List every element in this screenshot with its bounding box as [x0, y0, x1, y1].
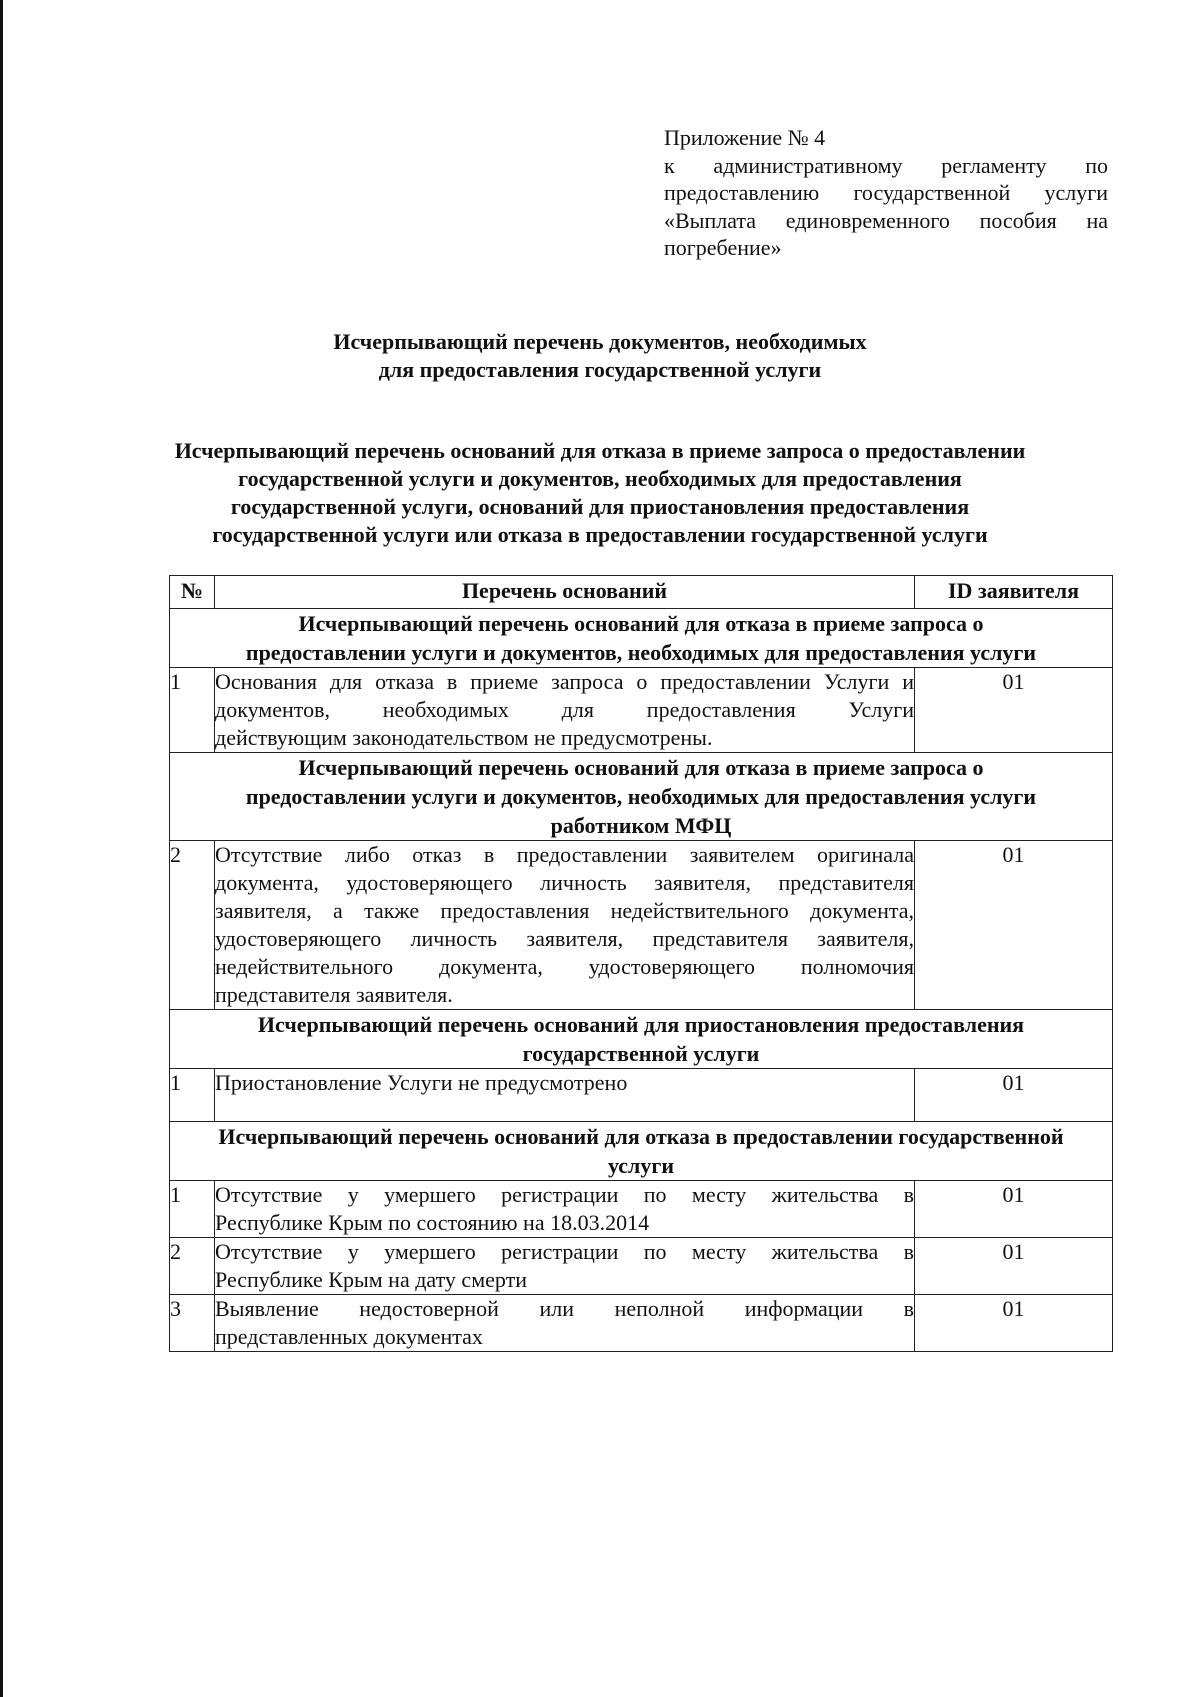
appendix-header	[664, 124, 1108, 262]
grounds-text-line: Отсутствие у умершего регистрации по месту жительства в	[215, 1239, 914, 1264]
section-title-line: услуги	[607, 1153, 675, 1178]
row-applicant-id: 01	[915, 1238, 1113, 1295]
grounds-text-line: Отсутствие либо отказ в предоставлении заявителем оригинала	[215, 842, 914, 867]
row-applicant-id: 01	[915, 668, 1113, 753]
grounds-text-line: документов, необходимых для предоставления Услуги	[215, 697, 914, 722]
table-header-row	[170, 576, 1113, 609]
row-number: 1	[170, 1181, 215, 1238]
section-header-row	[170, 1010, 1113, 1069]
grounds-text-line: Республике Крым на дату смерти	[215, 1267, 527, 1292]
section-title-line: предоставлении услуги и документов, необходимых для предоставления услуги	[245, 784, 1037, 809]
section-title-line: работником МФЦ	[550, 813, 732, 838]
table-row	[170, 1238, 1113, 1295]
grounds-title	[0, 437, 1200, 549]
appendix-line: «Выплата единовременного пособия на	[664, 207, 1108, 233]
section-header-row	[170, 753, 1113, 841]
appendix-line: погребение»	[664, 235, 782, 260]
title-line: Исчерпывающий перечень документов, необходимых	[333, 329, 867, 354]
section-title-line: Исчерпывающий перечень оснований для отказа в приеме запроса о	[298, 611, 984, 636]
header-applicant-id: ID заявителя	[915, 576, 1113, 609]
table-row	[170, 841, 1113, 1010]
grounds-text-line: заявителя, а также предоставления недействительного документа,	[215, 898, 914, 923]
section-title-line: Исчерпывающий перечень оснований для отказа в предоставлении государственной	[218, 1124, 1064, 1149]
grounds-text-line: представленных документах	[215, 1324, 483, 1349]
row-number: 2	[170, 841, 215, 1010]
title-line: Исчерпывающий перечень оснований для отказа в приеме запроса о предоставлении	[174, 438, 1026, 463]
row-applicant-id: 01	[915, 1181, 1113, 1238]
header-number: №	[170, 576, 215, 609]
title-line: государственной услуги или отказа в предоставлении государственной услуги	[212, 522, 988, 547]
section-title	[170, 1122, 1113, 1181]
row-grounds-text	[215, 1238, 915, 1295]
row-applicant-id: 01	[915, 841, 1113, 1010]
table-body	[170, 609, 1113, 1352]
appendix-line: Приложение № 4	[664, 125, 826, 150]
grounds-text-line: недействительного документа, удостоверяющего полномочия	[215, 954, 914, 979]
section-title	[170, 609, 1113, 668]
grounds-text-line: Основания для отказа в приеме запроса о предоставлении Услуги и	[215, 669, 914, 694]
section-title-line: государственной услуги	[522, 1041, 760, 1066]
row-grounds-text	[215, 1181, 915, 1238]
appendix-line: предоставлению государственной услуги	[664, 180, 1108, 205]
row-number: 3	[170, 1295, 215, 1352]
grounds-text-line: Республике Крым по состоянию на 18.03.2014	[215, 1210, 650, 1235]
section-title	[170, 1010, 1113, 1069]
row-number: 1	[170, 668, 215, 753]
scan-border	[0, 0, 3, 1697]
grounds-text-line: удостоверяющего личность заявителя, представителя заявителя,	[215, 926, 914, 951]
table-row	[170, 1181, 1113, 1238]
table-row	[170, 1295, 1113, 1352]
table-row	[170, 1069, 1113, 1122]
section-title-line: предоставлении услуги и документов, необходимых для предоставления услуги	[245, 640, 1037, 665]
title-line: государственной услуги, оснований для приостановления предоставления	[230, 494, 970, 519]
grounds-text-line: Приостановление Услуги не предусмотрено	[215, 1070, 628, 1095]
row-applicant-id: 01	[915, 1069, 1113, 1122]
row-grounds-text	[215, 1295, 915, 1352]
row-grounds-text	[215, 668, 915, 753]
grounds-text-line: представителя заявителя.	[215, 982, 453, 1007]
section-title-line: Исчерпывающий перечень оснований для отказа в приеме запроса о	[298, 755, 984, 780]
row-number: 2	[170, 1238, 215, 1295]
title-line: для предоставления государственной услуги	[378, 357, 822, 382]
grounds-text-line: Выявление недостоверной или неполной информации в	[215, 1296, 914, 1321]
row-applicant-id: 01	[915, 1295, 1113, 1352]
grounds-text-line: документа, удостоверяющего личность заявителя, представителя	[215, 870, 914, 895]
row-number: 1	[170, 1069, 215, 1122]
grounds-text-line: Отсутствие у умершего регистрации по месту жительства в	[215, 1182, 914, 1207]
section-title-line: Исчерпывающий перечень оснований для приостановления предоставления	[257, 1012, 1025, 1037]
row-grounds-text	[215, 1069, 915, 1122]
documents-title	[0, 328, 1200, 384]
section-header-row	[170, 1122, 1113, 1181]
appendix-line: к административному регламенту по	[664, 152, 1108, 178]
title-line: государственной услуги и документов, необходимых для предоставления	[238, 466, 962, 491]
grounds-text-line: действующим законодательством не предусмотрены.	[215, 725, 713, 750]
section-title	[170, 753, 1113, 841]
row-grounds-text	[215, 841, 915, 1010]
grounds-table	[169, 575, 1113, 1352]
table-row	[170, 668, 1113, 753]
header-grounds: Перечень оснований	[215, 576, 915, 609]
section-header-row	[170, 609, 1113, 668]
